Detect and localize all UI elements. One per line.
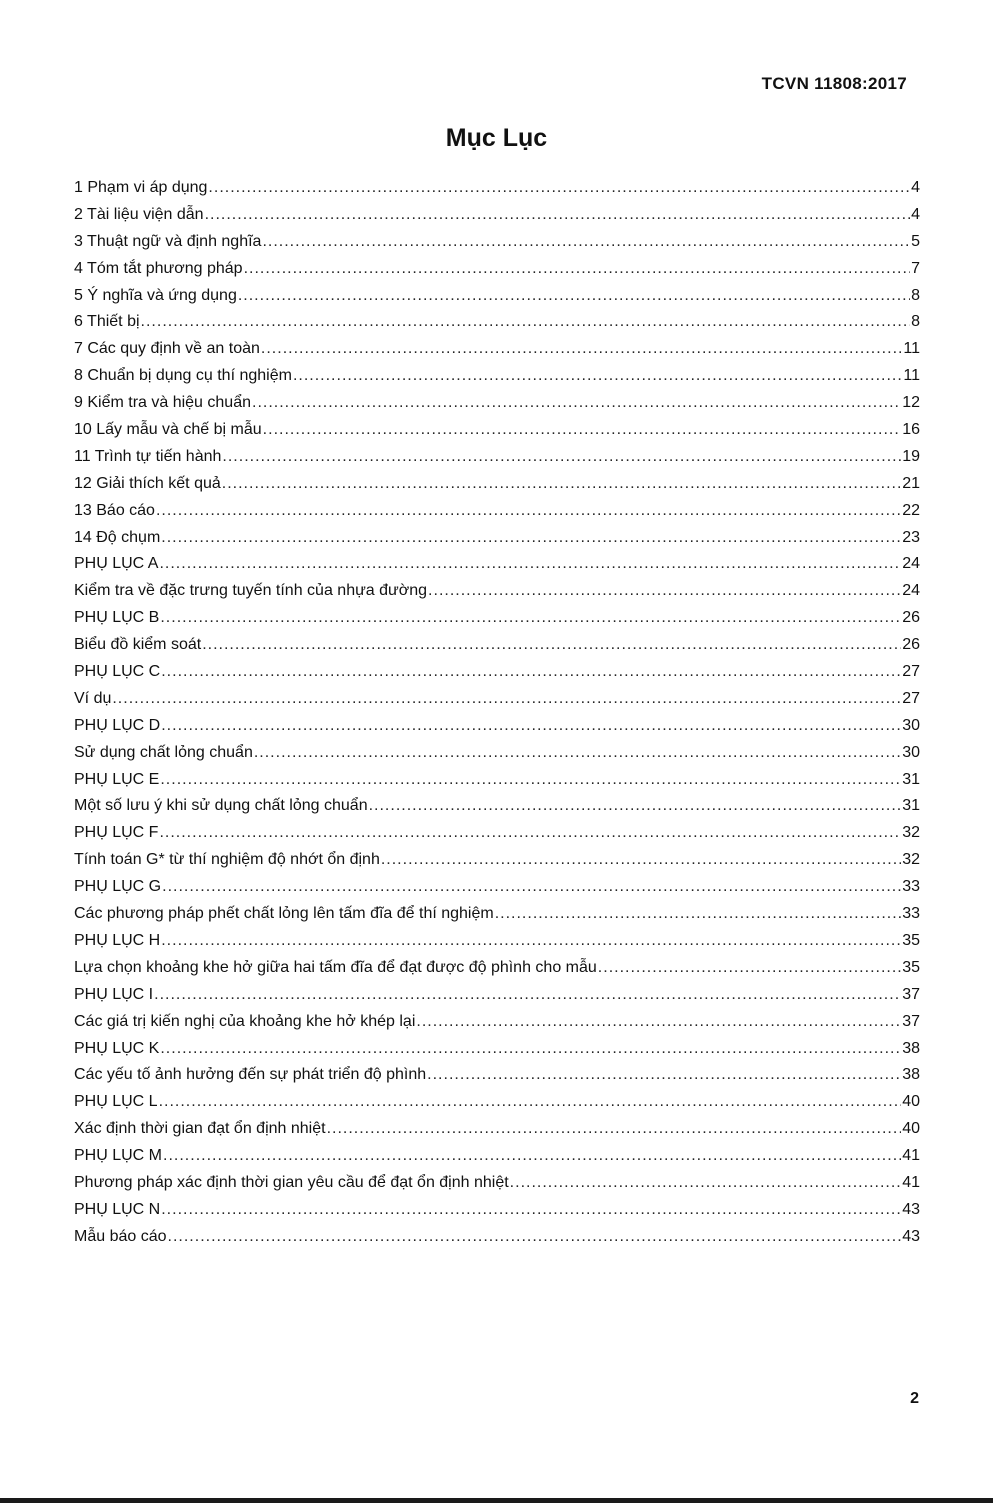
toc-entry-label: 14 Độ chụm <box>74 528 161 546</box>
toc-entry <box>74 1170 920 1197</box>
toc-dot-leader <box>262 229 910 256</box>
toc-entry-label: 7 Các quy định về an toàn <box>74 340 260 358</box>
toc-entry-page: 35 <box>902 931 920 949</box>
toc-dot-leader <box>428 578 901 605</box>
toc-entry <box>74 1224 920 1251</box>
toc-entry-label: 4 Tóm tắt phương pháp <box>74 259 243 277</box>
toc-entry <box>74 363 920 390</box>
toc-entry <box>74 1143 920 1170</box>
toc-entry <box>74 1062 920 1089</box>
toc-entry <box>74 1116 920 1143</box>
toc-entry <box>74 1089 920 1116</box>
toc-entry <box>74 417 920 444</box>
toc-entry <box>74 444 920 471</box>
toc-entry <box>74 901 920 928</box>
toc-entry-label: Tính toán G* từ thí nghiệm độ nhớt ổn định <box>74 851 380 869</box>
toc-entry-page: 33 <box>902 878 920 896</box>
page-title: Mục Lục <box>445 124 548 152</box>
toc-entry-page: 35 <box>902 958 920 976</box>
toc-entry-label: PHỤ LỤC C <box>74 663 161 681</box>
toc-entry-label: 11 Trình tự tiến hành <box>74 447 222 465</box>
toc-entry-page: 38 <box>902 1039 920 1057</box>
toc-entry-page: 4 <box>911 179 920 196</box>
toc-entry-page: 4 <box>911 205 920 223</box>
toc-dot-leader <box>369 793 902 820</box>
toc-entry-page: 33 <box>902 905 920 923</box>
toc-entry-label: Lựa chọn khoảng khe hở giữa hai tấm đĩa để đạt được độ phình cho mẫu <box>74 958 597 976</box>
table-of-contents <box>74 175 920 1251</box>
toc-dot-leader <box>416 1009 901 1036</box>
toc-entry-label: PHỤ LỤC A <box>74 555 159 573</box>
toc-dot-leader <box>160 605 901 632</box>
toc-dot-leader <box>205 202 911 229</box>
toc-entry-label: Phương pháp xác định thời gian yêu cầu để đạt ổn định nhiệt <box>74 1173 509 1191</box>
toc-entry-page: 27 <box>902 689 920 707</box>
toc-entry <box>74 578 920 605</box>
toc-entry <box>74 229 920 256</box>
toc-entry-label: 8 Chuẩn bị dụng cụ thí nghiệm <box>74 367 292 385</box>
toc-dot-leader <box>254 740 901 767</box>
page-number: 2 <box>910 1390 919 1407</box>
toc-dot-leader <box>112 686 901 713</box>
toc-entry-label: Kiểm tra về đặc trưng tuyến tính của nhựa đường <box>74 582 428 600</box>
toc-entry-label: Mẫu báo cáo <box>74 1227 167 1245</box>
toc-entry <box>74 336 920 363</box>
toc-entry <box>74 1009 920 1036</box>
toc-entry-page: 26 <box>902 609 920 627</box>
toc-dot-leader <box>161 713 901 740</box>
toc-dot-leader <box>162 874 901 901</box>
toc-entry-label: 2 Tài liệu viện dẫn <box>74 205 204 223</box>
toc-dot-leader <box>238 283 910 310</box>
toc-entry-page: 43 <box>902 1227 920 1245</box>
toc-entry-label: PHỤ LỤC M <box>74 1147 163 1165</box>
toc-entry-label: PHỤ LỤC F <box>74 824 159 842</box>
toc-entry-page: 16 <box>902 421 920 439</box>
toc-dot-leader <box>495 901 902 928</box>
toc-entry-label: Các yếu tố ảnh hưởng đến sự phát triển độ phình <box>74 1066 427 1084</box>
toc-entry-page: 31 <box>902 770 920 788</box>
toc-entry <box>74 1197 920 1224</box>
toc-dot-leader <box>168 1224 902 1251</box>
toc-entry <box>74 175 920 202</box>
toc-entry-page: 22 <box>902 501 920 519</box>
toc-entry <box>74 551 920 578</box>
toc-dot-leader <box>427 1062 901 1089</box>
toc-dot-leader <box>222 471 901 498</box>
toc-entry-label: Xác định thời gian đạt ổn định nhiệt <box>74 1120 326 1138</box>
toc-entry-page: 24 <box>902 555 920 573</box>
toc-dot-leader <box>381 847 901 874</box>
toc-dot-leader <box>156 498 901 525</box>
toc-entry-page: 43 <box>902 1200 920 1218</box>
toc-entry <box>74 659 920 686</box>
toc-entry <box>74 686 920 713</box>
toc-entry-page: 41 <box>902 1173 920 1191</box>
toc-entry-label: PHỤ LỤC B <box>74 609 160 627</box>
toc-entry-page: 8 <box>911 286 920 304</box>
toc-entry <box>74 847 920 874</box>
toc-dot-leader <box>161 928 901 955</box>
toc-entry <box>74 525 920 552</box>
toc-entry-page: 11 <box>903 340 920 358</box>
toc-dot-leader <box>222 444 901 471</box>
toc-dot-leader <box>208 175 910 202</box>
toc-dot-leader <box>163 1143 901 1170</box>
toc-dot-leader <box>160 1036 901 1063</box>
toc-entry <box>74 256 920 283</box>
toc-entry <box>74 955 920 982</box>
toc-entry-page: 31 <box>902 797 920 815</box>
toc-dot-leader <box>244 256 911 283</box>
toc-entry-label: 10 Lấy mẫu và chế bị mẫu <box>74 421 262 439</box>
toc-dot-leader <box>252 390 901 417</box>
toc-entry-label: Biểu đồ kiểm soát <box>74 636 202 654</box>
toc-dot-leader <box>159 1089 902 1116</box>
toc-entry <box>74 390 920 417</box>
toc-dot-leader <box>160 767 901 794</box>
toc-entry-label: PHỤ LỤC I <box>74 985 154 1003</box>
toc-entry <box>74 874 920 901</box>
toc-entry <box>74 928 920 955</box>
toc-dot-leader <box>293 363 902 390</box>
toc-entry-label: PHỤ LỤC H <box>74 931 161 949</box>
toc-entry <box>74 740 920 767</box>
toc-entry-page: 32 <box>902 824 920 842</box>
toc-entry-page: 21 <box>902 474 920 492</box>
toc-entry <box>74 605 920 632</box>
toc-dot-leader <box>154 982 901 1009</box>
toc-entry-page: 27 <box>902 663 920 681</box>
toc-entry <box>74 820 920 847</box>
toc-dot-leader <box>161 659 901 686</box>
toc-entry-page: 26 <box>902 636 920 654</box>
toc-entry-page: 30 <box>902 743 920 761</box>
toc-entry-label: 13 Báo cáo <box>74 501 155 519</box>
toc-dot-leader <box>161 1197 901 1224</box>
scan-bottom-edge <box>0 1498 993 1503</box>
toc-entry-label: Một số lưu ý khi sử dụng chất lỏng chuẩn <box>74 797 368 815</box>
toc-entry-label: 9 Kiểm tra và hiệu chuẩn <box>74 394 251 412</box>
toc-entry-page: 41 <box>902 1147 920 1165</box>
toc-entry <box>74 309 920 336</box>
toc-entry <box>74 982 920 1009</box>
toc-entry <box>74 283 920 310</box>
toc-dot-leader <box>161 525 901 552</box>
toc-dot-leader <box>159 820 901 847</box>
toc-dot-leader <box>327 1116 902 1143</box>
toc-entry <box>74 632 920 659</box>
toc-entry-page: 8 <box>911 313 920 331</box>
toc-entry-page: 37 <box>902 1012 920 1030</box>
toc-entry-page: 30 <box>902 716 920 734</box>
toc-entry-label: Ví dụ <box>74 689 112 707</box>
toc-entry-label: PHỤ LỤC N <box>74 1200 161 1218</box>
toc-entry-label: PHỤ LỤC D <box>74 716 161 734</box>
toc-entry-label: 1 Phạm vi áp dụng <box>74 179 208 196</box>
toc-entry <box>74 498 920 525</box>
toc-entry-label: 12 Giải thích kết quả <box>74 474 221 492</box>
toc-entry-page: 5 <box>911 232 920 250</box>
toc-entry-label: 5 Ý nghĩa và ứng dụng <box>74 286 237 304</box>
toc-entry <box>74 793 920 820</box>
toc-entry-page: 32 <box>902 851 920 869</box>
toc-entry-page: 12 <box>902 394 920 412</box>
toc-entry-label: PHỤ LỤC K <box>74 1039 160 1057</box>
toc-dot-leader <box>261 336 902 363</box>
toc-dot-leader <box>159 551 901 578</box>
toc-entry-label: PHỤ LỤC G <box>74 878 162 896</box>
toc-entry-page: 40 <box>902 1093 920 1111</box>
toc-entry-page: 7 <box>911 259 920 277</box>
toc-dot-leader <box>202 632 901 659</box>
toc-entry-page: 19 <box>902 447 920 465</box>
toc-dot-leader <box>263 417 902 444</box>
toc-dot-leader <box>598 955 901 982</box>
toc-entry-label: Các phương pháp phết chất lỏng lên tấm đĩa để thí nghiệm <box>74 905 494 923</box>
toc-dot-leader <box>141 309 911 336</box>
document-code: TCVN 11808:2017 <box>761 74 907 93</box>
toc-entry <box>74 471 920 498</box>
toc-entry-label: Các giá trị kiến nghị của khoảng khe hở khép lại <box>74 1012 416 1030</box>
toc-entry <box>74 202 920 229</box>
toc-entry-page: 23 <box>902 528 920 546</box>
toc-entry <box>74 713 920 740</box>
toc-entry-page: 40 <box>902 1120 920 1138</box>
toc-entry-label: 6 Thiết bị <box>74 313 140 331</box>
toc-entry-label: 3 Thuật ngữ và định nghĩa <box>74 232 262 250</box>
toc-entry-page: 11 <box>903 367 920 385</box>
toc-entry <box>74 1036 920 1063</box>
toc-dot-leader <box>510 1170 902 1197</box>
toc-entry-label: Sử dụng chất lỏng chuẩn <box>74 743 253 761</box>
toc-entry-page: 24 <box>902 582 920 600</box>
toc-entry <box>74 767 920 794</box>
toc-entry-label: PHỤ LỤC E <box>74 770 160 788</box>
toc-entry-page: 38 <box>902 1066 920 1084</box>
toc-entry-label: PHỤ LỤC L <box>74 1093 158 1111</box>
toc-entry-page: 37 <box>902 985 920 1003</box>
